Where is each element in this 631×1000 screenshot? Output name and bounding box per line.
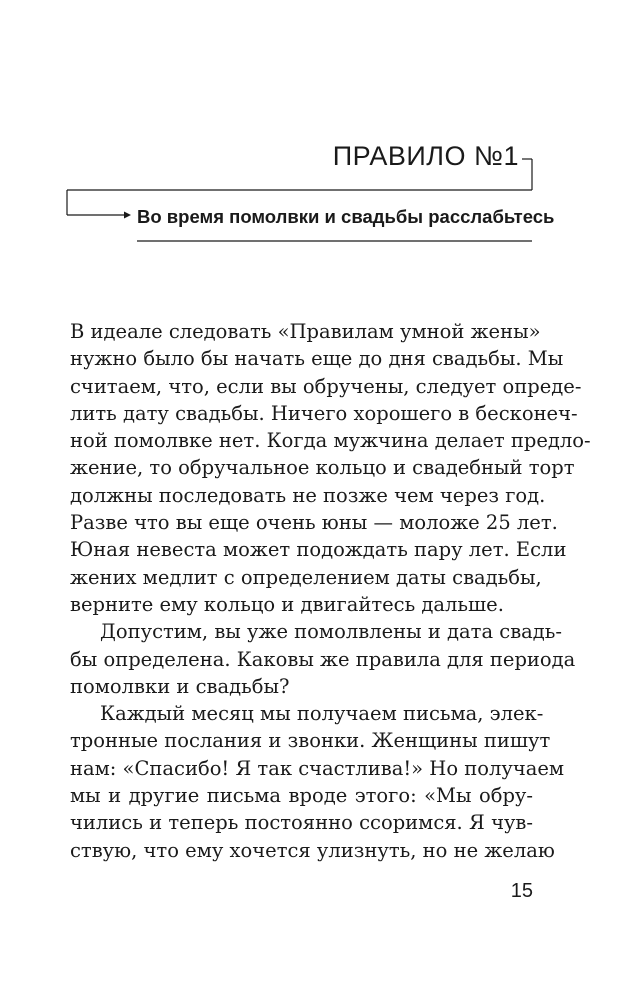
text-line: Каждый месяц мы получаем письма, элек- <box>100 702 544 726</box>
text-line: жение, то обручальное кольцо и свадебный торт <box>70 456 575 480</box>
text-line: нам: «Спасибо! Я так счастлива!» Но получаем <box>70 756 565 780</box>
rule-title: ПРАВИЛО №1 <box>332 141 519 171</box>
text-line: чились и теперь постоянно ссоримся. Я чув- <box>70 811 533 835</box>
rule-header <box>0 0 631 260</box>
rule-subtitle: Во время помолвки и свадьбы расслабьтесь <box>137 206 555 227</box>
body-text <box>70 318 591 864</box>
arrow-head-icon <box>124 212 131 219</box>
page-number: 15 <box>510 880 533 902</box>
text-line: ной помолвке нет. Когда мужчина делает предло- <box>70 429 591 453</box>
text-line: считаем, что, если вы обручены, следует опреде- <box>70 374 582 398</box>
paragraph <box>70 700 565 864</box>
text-line: помолвки и свадьбы? <box>70 674 290 698</box>
text-line: нужно было бы начать еще до дня свадьбы. Мы <box>70 347 564 371</box>
text-line: Допустим, вы уже помолвлены и дата свадь- <box>100 620 563 644</box>
text-line: верните ему кольцо и двигайтесь дальше. <box>70 592 504 616</box>
text-line: бы определена. Каковы же правила для периода <box>70 647 576 671</box>
text-line: Юная невеста может подождать пару лет. Если <box>70 538 567 562</box>
text-line: мы и другие письма вроде этого: «Мы обру- <box>70 784 533 808</box>
text-line: В идеале следовать «Правилам умной жены» <box>70 320 541 343</box>
paragraph <box>70 618 576 700</box>
text-line: лить дату свадьбы. Ничего хорошего в бесконеч- <box>70 401 578 425</box>
text-line: тронные послания и звонки. Женщины пишут <box>70 729 551 753</box>
text-line: Разве что вы еще очень юны — моложе 25 лет. <box>70 511 558 535</box>
text-line: жених медлит с определением даты свадьбы, <box>70 565 542 589</box>
text-line: ствую, что ему хочется улизнуть, но не желаю <box>70 838 555 862</box>
paragraph <box>70 318 591 618</box>
text-line: должны последовать не позже чем через год. <box>70 483 546 507</box>
